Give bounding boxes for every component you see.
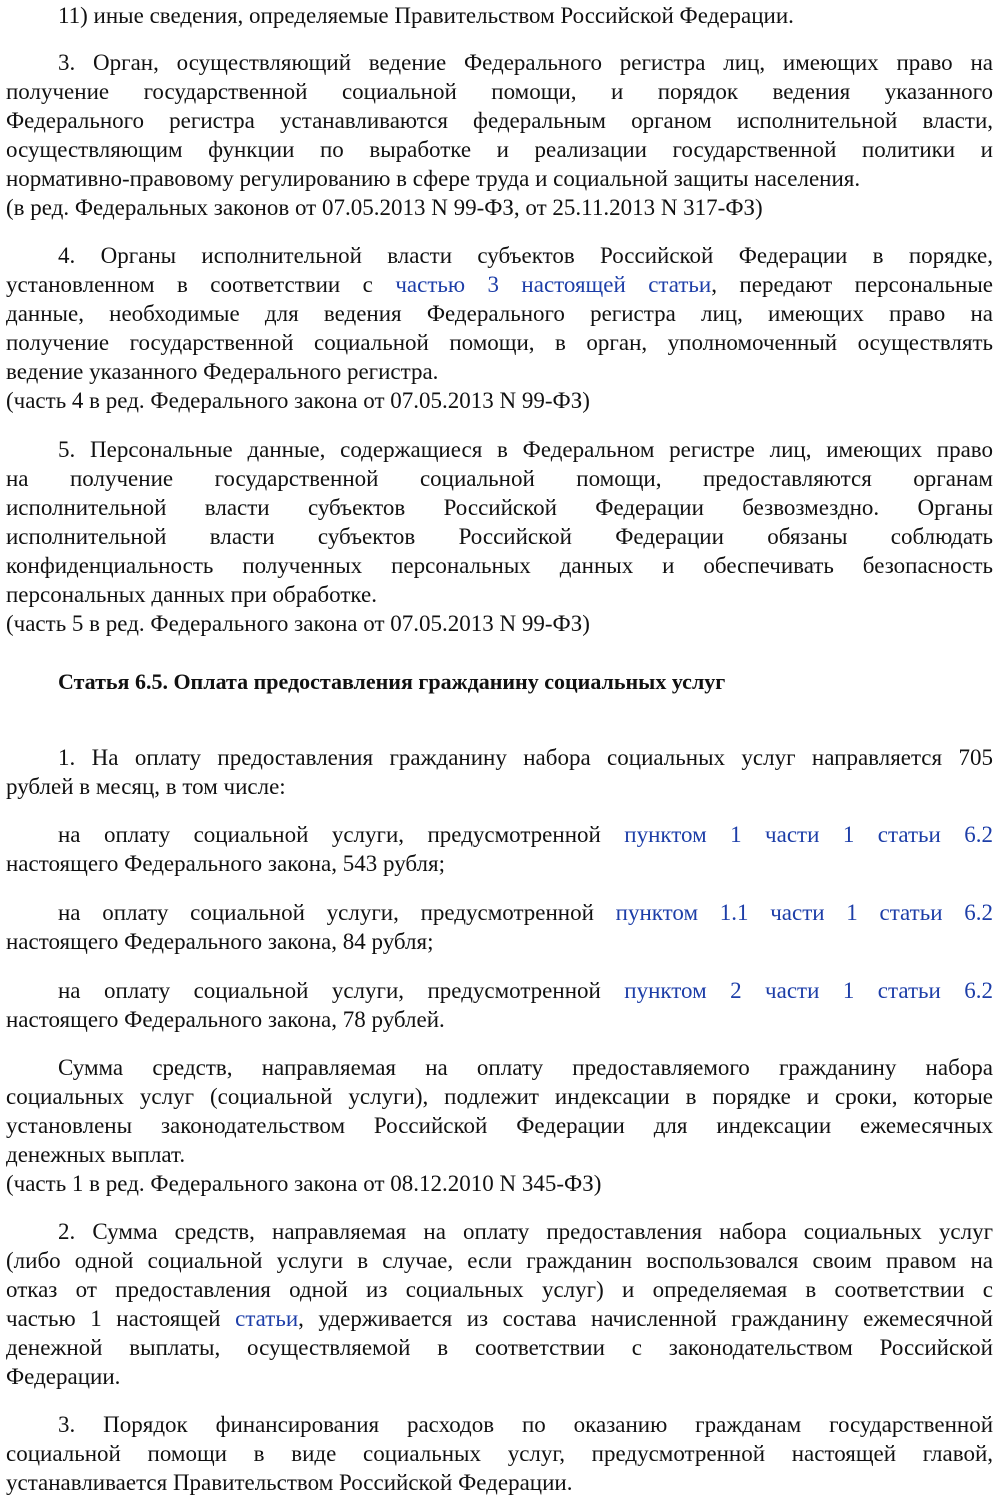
link-item-1[interactable]: пунктом 1 части 1 статьи 6.2: [624, 822, 993, 847]
subitem-1: на оплату социальной услуги, предусмотренной пунктом 1 части 1 статьи 6.2 настоящего Федерального закона, 543 рубля;: [6, 822, 993, 876]
article-part-1: 1. На оплату предоставления гражданину набора социальных услуг направляется 705 рублей в месяц, в том числе:: [6, 745, 993, 799]
article-title: Статья 6.5. Оплата предоставления гражданину социальных услуг: [58, 669, 726, 694]
article-part-3: 3. Порядок финансирования расходов по оказанию гражданам государственной социальной помощи в виде социальных услуг, предусмотренной настоящей главой, устанавливается Правительством Российской Федерации.: [6, 1412, 993, 1495]
link-article[interactable]: статьи: [235, 1306, 299, 1331]
amendment-note: (часть 5 в ред. Федерального закона от 07.05.2013 N 99-ФЗ): [6, 611, 590, 636]
subitem-2: на оплату социальной услуги, предусмотренной пунктом 2 части 1 статьи 6.2 настоящего Федерального закона, 78 рублей.: [6, 978, 993, 1032]
item-11: 11) иные сведения, определяемые Правительством Российской Федерации.: [58, 3, 794, 28]
paragraph-3: 3. Орган, осуществляющий ведение Федерального регистра лиц, имеющих право на получение государственной социальной помощи, и порядок ведения указанного Федерального регистра устанавливаются федеральным органом исполнительной власти, осуществляющим функции по выработке и реализации государственной политики и нормативно-правовому регулированию в сфере труда и социальной защиты населения. (в ред. Федеральных законов от 07.05.2013 N 99-ФЗ, от 25.11.2013 N 317-ФЗ): [6, 50, 993, 220]
paragraph-4: 4. Органы исполнительной власти субъектов Российской Федерации в порядке, установленном в соответствии с частью 3 настоящей статьи, передают персональные данные, необходимые для ведения Федерального регистра лиц, имеющих право на получение государственной социальной помощи, в орган, уполномоченный осуществлять ведение указанного Федерального регистра. (часть 4 в ред. Федерального закона от 07.05.2013 N 99-ФЗ): [6, 243, 994, 413]
subitem-1-1: на оплату социальной услуги, предусмотренной пунктом 1.1 части 1 статьи 6.2 настоящего Федерального закона, 84 рубля;: [6, 900, 993, 954]
amendment-note: (часть 1 в ред. Федерального закона от 08.12.2010 N 345-ФЗ): [6, 1171, 602, 1196]
paragraph-5: 5. Персональные данные, содержащиеся в Федеральном регистре лиц, имеющих право на получение государственной социальной помощи, предоставляются органам исполнительной власти субъектов Российской Федерации безвозмездно. Органы исполнительной власти субъектов Российской Федерации обязаны соблюдать конфиденциальность полученных персональных данных и обеспечивать безопасность персональных данных при обработке. (часть 5 в ред. Федерального закона от 07.05.2013 N 99-ФЗ): [6, 437, 993, 636]
amendment-note: (часть 4 в ред. Федерального закона от 07.05.2013 N 99-ФЗ): [6, 388, 590, 413]
link-part-3[interactable]: частью 3 настоящей статьи: [395, 272, 712, 297]
link-item-2[interactable]: пунктом 2 части 1 статьи 6.2: [624, 978, 993, 1003]
sum-paragraph: Сумма средств, направляемая на оплату предоставляемого гражданину набора социальных услуг (социальной услуги), подлежит индексации в порядке и сроки, которые установлены законодательством Российской Федерации для индексации ежемесячных денежных выплат. (часть 1 в ред. Федерального закона от 08.12.2010 N 345-ФЗ): [6, 1055, 993, 1196]
article-heading: [6, 667, 993, 696]
amendment-note: (в ред. Федеральных законов от 07.05.2013 N 99-ФЗ, от 25.11.2013 N 317-ФЗ): [6, 195, 763, 220]
link-item-1-1[interactable]: пунктом 1.1 части 1 статьи 6.2: [615, 900, 993, 925]
article-part-2: 2. Сумма средств, направляемая на оплату предоставления набора социальных услуг (либо одной социальной услуги в случае, если гражданин воспользовался своим правом на отказ от предоставления одной из социальных услуг) и определяемая в соответствии с частью 1 настоящей статьи, удерживается из состава начисленной гражданину ежемесячной денежной выплаты, осуществляемой в соответствии с законодательством Российской Федерации.: [6, 1219, 993, 1389]
